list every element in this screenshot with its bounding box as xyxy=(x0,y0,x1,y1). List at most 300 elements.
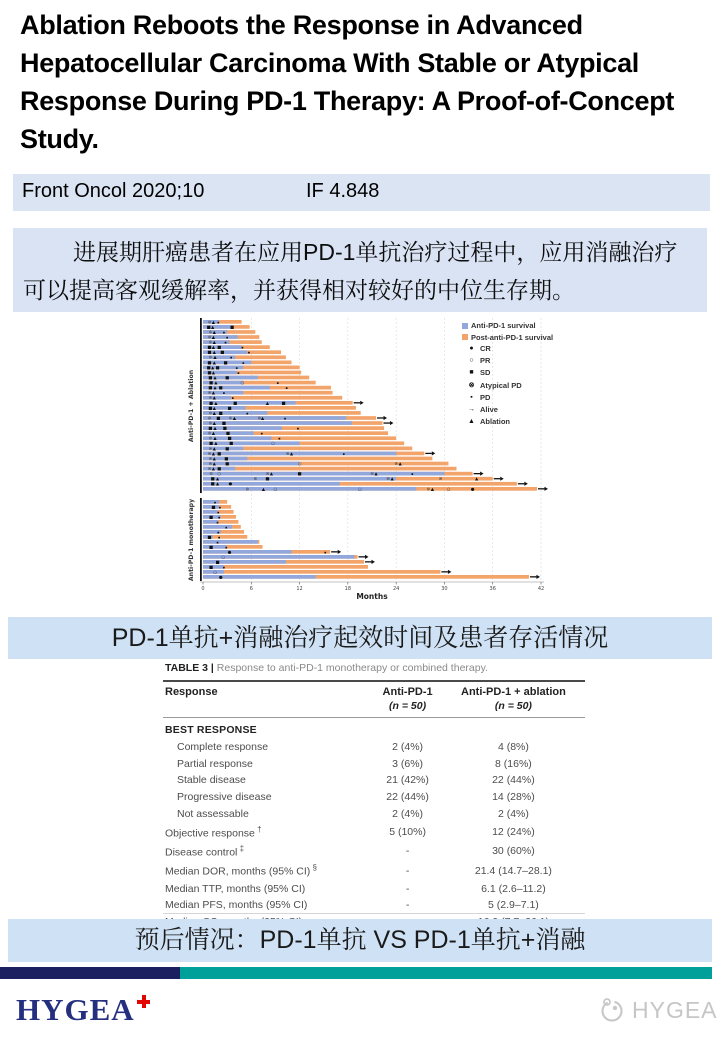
marker-pr-icon: ○ xyxy=(446,487,451,493)
red-cross-icon xyxy=(137,995,150,1008)
legend-label: Anti-PD-1 survival xyxy=(471,321,536,330)
table-col-header: Response xyxy=(163,681,373,718)
alive-arrow-head xyxy=(338,550,342,554)
marker-sd-icon: ■ xyxy=(218,386,223,392)
marker-sd-icon: ■ xyxy=(207,535,212,541)
legend-entry xyxy=(462,333,560,342)
marker-pd-icon: ▪ xyxy=(411,472,414,477)
x-tick-label: 24 xyxy=(392,586,400,592)
marker-sd-icon: ■ xyxy=(215,365,220,371)
group-label: Anti-PD-1 + Ablation xyxy=(188,369,195,443)
marker-sd-icon: ■ xyxy=(227,406,232,412)
table-row xyxy=(163,806,585,823)
marker-abl-icon: ▲ xyxy=(215,477,220,483)
alive-symbol-icon: → xyxy=(468,405,475,413)
marker-sd-icon: ■ xyxy=(281,401,286,407)
alive-arrow-head xyxy=(390,421,394,425)
marker-pd-icon: ▪ xyxy=(218,505,222,510)
summary-line: 进展期肝癌患者在应用PD-1单抗治疗过程中，应用消融治疗 xyxy=(73,239,678,265)
marker-sd-icon: ■ xyxy=(217,451,222,457)
marker-apd-icon: ⊗ xyxy=(208,421,213,427)
marker-abl-icon: ▲ xyxy=(211,391,216,397)
group-axis xyxy=(200,498,202,581)
row-value: - xyxy=(405,899,410,912)
row-label: Median DOR, months (95% CI) § xyxy=(165,863,317,878)
row-label: Partial response xyxy=(177,757,253,770)
legend-label: PR xyxy=(480,356,491,366)
marker-pd-icon: ▪ xyxy=(242,360,245,365)
marker-pr-icon: ○ xyxy=(240,381,245,387)
x-tick-label: 0 xyxy=(201,586,205,592)
marker-pr-icon: ○ xyxy=(358,487,362,493)
summary-line: 可以提高客观缓解率，并获得相对较好的中位生存期。 xyxy=(23,277,575,303)
watermark-text: HYGEA xyxy=(632,996,718,1023)
x-tick-label: 6 xyxy=(249,586,253,592)
marker-abl-icon: ▲ xyxy=(212,350,216,356)
marker-abl-icon: ▲ xyxy=(211,451,216,457)
table-col-header: Anti-PD-1 + ablation (n = 50) xyxy=(442,681,585,718)
marker-apd-icon: ⊗ xyxy=(208,340,213,346)
marker-abl-icon: ▲ xyxy=(212,421,216,427)
marker-sd-icon: ■ xyxy=(209,545,214,551)
marker-pd-icon: ▪ xyxy=(225,545,228,550)
row-label: Disease control ‡ xyxy=(165,843,245,859)
marker-abl-icon: ▲ xyxy=(289,451,294,457)
marker-sd-icon: ■ xyxy=(217,345,222,351)
apd-symbol-icon: ⊗ xyxy=(468,381,475,389)
marker-apd-icon: ⊗ xyxy=(208,396,213,402)
marker-pd-icon: ▪ xyxy=(285,386,288,391)
watermark-logo-icon xyxy=(598,996,626,1024)
marker-apd-icon: ⊗ xyxy=(208,436,213,442)
marker-abl-icon: ▲ xyxy=(211,431,216,437)
marker-abl-icon: ▲ xyxy=(213,386,217,392)
marker-cr-icon: ● xyxy=(470,487,475,493)
legend-label: PD xyxy=(480,392,491,402)
marker-abl-icon: ▲ xyxy=(211,365,215,371)
marker-apd-icon: ⊗ xyxy=(426,487,431,493)
marker-pd-icon: ▪ xyxy=(225,525,228,530)
row-label: BEST RESPONSE xyxy=(165,724,257,736)
table-row xyxy=(163,861,585,880)
table-caption-bar: 预后情况：PD-1单抗 VS PD-1单抗+消融 xyxy=(8,919,712,962)
marker-apd-icon: ⊗ xyxy=(253,477,258,483)
marker-sd-icon: ■ xyxy=(225,461,230,467)
marker-pd-icon: ▪ xyxy=(296,426,300,431)
anti-survival-bar xyxy=(203,545,226,549)
table-caption: Response to anti-PD-1 monotherapy or combined therapy. xyxy=(216,662,488,674)
anti-survival-bar xyxy=(203,500,219,504)
marker-sd-icon: ■ xyxy=(225,375,230,381)
marker-sd-icon: ■ xyxy=(209,441,214,447)
marker-apd-icon: ⊗ xyxy=(257,416,262,422)
alive-arrow-head xyxy=(524,482,528,486)
marker-pr-icon: ○ xyxy=(221,555,225,561)
marker-abl-icon: ▲ xyxy=(212,461,216,467)
legend-entry xyxy=(462,368,560,377)
legend-label: SD xyxy=(480,368,491,378)
marker-sd-icon: ■ xyxy=(208,426,213,432)
row-value: 2 (4%) xyxy=(497,807,529,820)
row-value: 30 (60%) xyxy=(492,845,535,858)
legend-entry xyxy=(462,381,560,390)
marker-abl-icon: ▲ xyxy=(269,472,274,478)
marker-sd-icon: ■ xyxy=(209,565,214,571)
marker-abl-icon: ▲ xyxy=(212,340,216,346)
marker-apd-icon: ⊗ xyxy=(208,461,213,467)
marker-abl-icon: ▲ xyxy=(212,446,216,452)
marker-sd-icon: ■ xyxy=(265,477,270,483)
marker-pd-icon: ▪ xyxy=(225,335,229,340)
marker-sd-icon: ■ xyxy=(222,426,227,432)
marker-sd-icon: ■ xyxy=(223,360,228,366)
marker-pr-icon: ○ xyxy=(217,472,221,478)
table-row xyxy=(163,718,585,739)
marker-pd-icon: ▪ xyxy=(222,565,226,570)
marker-apd-icon: ⊗ xyxy=(228,416,233,422)
alive-arrow-head xyxy=(448,570,452,574)
row-value: - xyxy=(405,845,410,858)
marker-abl-icon: ▲ xyxy=(261,487,266,493)
table-label: TABLE 3 | xyxy=(165,662,214,674)
alive-arrow-head xyxy=(365,555,369,559)
row-value: 6.1 (2.6–11.2) xyxy=(481,882,546,895)
title-line: Ablation Reboots the Response in Advanced xyxy=(20,10,583,40)
marker-pd-icon: ▪ xyxy=(235,365,238,370)
marker-cr-icon: ● xyxy=(228,482,233,488)
x-axis-label: Months xyxy=(356,592,388,601)
marker-pd-icon: ▪ xyxy=(324,550,327,555)
row-value: 22 (44%) xyxy=(386,791,429,804)
marker-sd-icon: ■ xyxy=(217,467,222,473)
row-label: Complete response xyxy=(177,740,269,753)
marker-abl-icon: ▲ xyxy=(213,426,217,432)
table-figure xyxy=(163,660,585,914)
marker-sd-icon: ■ xyxy=(229,325,235,331)
marker-sd-icon: ■ xyxy=(233,401,238,407)
anti-survival-bar xyxy=(203,396,231,400)
marker-pd-icon: ▪ xyxy=(222,330,226,335)
row-label: Median TTP, months (95% CI) xyxy=(165,882,306,895)
marker-apd-icon: ⊗ xyxy=(285,451,290,457)
marker-abl-icon: ▲ xyxy=(214,381,218,387)
marker-pd-icon: ▪ xyxy=(216,520,219,525)
alive-arrow-head xyxy=(432,451,436,455)
row-value: - xyxy=(405,864,410,877)
marker-sd-icon: ■ xyxy=(209,401,214,407)
marker-pd-icon: ▪ xyxy=(260,431,263,436)
table-col-header: Anti-PD-1 (n = 50) xyxy=(373,681,441,718)
marker-apd-icon: ⊗ xyxy=(209,472,213,478)
marker-abl-icon: ▲ xyxy=(374,472,378,478)
marker-sd-icon: ■ xyxy=(208,386,213,392)
legend-label: CR xyxy=(480,344,491,353)
marker-abl-icon: ▲ xyxy=(214,441,218,447)
hygea-logo xyxy=(16,992,150,1028)
marker-apd-icon: ⊗ xyxy=(207,416,212,422)
legend-entry xyxy=(462,356,560,365)
marker-cr-icon: ● xyxy=(227,550,232,556)
footer-stripe-navy xyxy=(0,967,180,979)
marker-sd-icon: ■ xyxy=(208,375,213,381)
marker-apd-icon: ⊗ xyxy=(208,411,213,417)
marker-abl-icon: ▲ xyxy=(211,467,216,473)
row-value: 22 (44%) xyxy=(492,774,535,787)
legend-label: Atypical PD xyxy=(480,380,522,390)
row-value: 21.4 (14.7–28.1) xyxy=(474,864,552,877)
marker-pd-icon: ▪ xyxy=(217,515,221,520)
post-survival-bar xyxy=(203,467,457,471)
marker-apd-icon: ⊗ xyxy=(438,477,443,483)
marker-sd-icon: ■ xyxy=(211,505,216,511)
marker-pd-icon: ▪ xyxy=(224,340,227,345)
journal-reference: Front Oncol 2020;10 xyxy=(22,180,205,202)
title-line: Study. xyxy=(20,124,99,154)
anti-survival-bar xyxy=(203,462,300,466)
anti-survival-bar xyxy=(203,555,354,559)
marker-abl-icon: ▲ xyxy=(213,436,217,442)
cr-symbol-icon: ● xyxy=(469,345,474,352)
marker-sd-icon: ■ xyxy=(225,446,230,452)
marker-sd-icon: ■ xyxy=(221,421,226,427)
row-value: 5 (2.9–7.1) xyxy=(488,899,539,912)
watermark xyxy=(598,996,718,1024)
hygea-logo-text: HYGEA xyxy=(16,992,135,1027)
marker-sd-icon: ■ xyxy=(229,441,234,447)
table-title xyxy=(165,662,585,674)
marker-abl-icon: ▲ xyxy=(390,477,394,483)
table-row xyxy=(163,822,585,841)
marker-apd-icon: ⊗ xyxy=(207,320,212,326)
marker-pd-icon: ▪ xyxy=(217,530,220,535)
alive-arrow-head xyxy=(360,401,364,405)
row-value xyxy=(442,718,585,739)
marker-abl-icon: ▲ xyxy=(260,416,265,422)
row-label: Objective response † xyxy=(165,824,262,840)
sd-symbol-icon: ■ xyxy=(469,369,474,377)
alive-arrow-head xyxy=(544,487,548,491)
marker-sd-icon: ■ xyxy=(218,411,223,417)
anti-survival-bar xyxy=(203,510,220,515)
marker-sd-icon: ■ xyxy=(297,472,302,478)
row-value: 8 (16%) xyxy=(495,757,532,770)
marker-abl-icon: ▲ xyxy=(398,461,402,467)
table-row xyxy=(163,772,585,789)
marker-apd-icon: ⊗ xyxy=(265,472,270,478)
row-value: 12 (24%) xyxy=(492,825,535,838)
marker-apd-icon: ⊗ xyxy=(207,335,212,341)
row-value: 2 (4%) xyxy=(392,807,424,820)
anti-survival-bar xyxy=(203,482,340,486)
marker-abl-icon: ▲ xyxy=(211,370,216,376)
marker-sd-icon: ■ xyxy=(225,431,230,437)
anti-survival-bar xyxy=(203,550,292,554)
marker-pr-icon: ○ xyxy=(297,461,302,467)
legend-entry xyxy=(462,417,560,426)
table-row xyxy=(163,897,585,914)
marker-pd-icon: ▪ xyxy=(216,540,219,545)
marker-abl-icon: ▲ xyxy=(212,406,216,412)
group-axis xyxy=(200,318,202,493)
post-survival-bar xyxy=(203,570,440,574)
marker-pd-icon: ▪ xyxy=(217,535,221,540)
marker-abl-icon: ▲ xyxy=(212,396,216,402)
marker-abl-icon: ▲ xyxy=(430,487,435,493)
footer-stripe-teal xyxy=(180,967,712,979)
marker-apd-icon: ⊗ xyxy=(208,330,213,336)
x-tick-label: 18 xyxy=(344,586,352,592)
marker-pd-icon: ▪ xyxy=(278,436,281,441)
row-value: 5 (10%) xyxy=(389,825,426,838)
post-survival-bar xyxy=(203,565,368,569)
x-tick-label: 36 xyxy=(489,586,496,592)
anti-survival-bar xyxy=(203,477,396,481)
marker-pr-icon: ○ xyxy=(273,487,278,493)
marker-sd-icon: ■ xyxy=(210,482,215,488)
marker-pd-icon: ▪ xyxy=(247,350,251,355)
legend-label: Post-anti-PD-1 survival xyxy=(471,332,554,342)
response-table xyxy=(163,680,585,930)
marker-sd-icon: ■ xyxy=(209,515,214,521)
x-tick-label: 12 xyxy=(296,586,303,592)
pr-symbol-icon: ○ xyxy=(469,357,474,365)
marker-abl-icon: ▲ xyxy=(212,360,216,366)
post-swatch-icon xyxy=(462,334,468,340)
anti-survival-bar xyxy=(203,416,346,420)
chart-legend xyxy=(462,321,560,429)
marker-apd-icon: ⊗ xyxy=(207,431,212,437)
legend-entry xyxy=(462,344,560,353)
alive-arrow-head xyxy=(480,472,484,476)
marker-apd-icon: ⊗ xyxy=(386,477,390,483)
legend-entry xyxy=(462,405,560,414)
marker-sd-icon: ■ xyxy=(215,560,220,566)
anti-survival-bar xyxy=(203,472,444,476)
anti-survival-bar xyxy=(203,525,232,529)
anti-swatch-icon xyxy=(462,323,468,329)
marker-apd-icon: ⊗ xyxy=(207,391,212,397)
marker-sd-icon: ■ xyxy=(207,345,212,351)
legend-entry xyxy=(462,393,560,402)
journal-reference-bar xyxy=(13,174,710,211)
marker-sd-icon: ■ xyxy=(210,477,215,483)
marker-abl-icon: ▲ xyxy=(213,375,217,381)
row-value: 21 (42%) xyxy=(386,774,429,787)
marker-pd-icon: ▪ xyxy=(222,391,226,396)
marker-pd-icon: ▪ xyxy=(231,396,234,401)
marker-abl-icon: ▲ xyxy=(211,335,216,341)
table-row xyxy=(163,880,585,897)
marker-abl-icon: ▲ xyxy=(232,416,237,422)
x-tick-label: 30 xyxy=(441,586,448,592)
marker-sd-icon: ■ xyxy=(207,370,212,376)
row-label: Stable disease xyxy=(177,774,246,787)
impact-factor: IF 4.848 xyxy=(306,180,380,202)
alive-arrow-head xyxy=(371,560,375,564)
anti-survival-bar xyxy=(203,540,258,544)
marker-pd-icon: ▪ xyxy=(213,500,217,505)
marker-apd-icon: ⊗ xyxy=(245,487,250,493)
marker-apd-icon: ⊗ xyxy=(208,446,213,452)
row-value: 3 (6%) xyxy=(392,757,424,770)
anti-survival-bar xyxy=(203,565,224,569)
marker-apd-icon: ⊗ xyxy=(370,472,374,478)
marker-abl-icon: ▲ xyxy=(215,482,220,488)
group-label: Anti-PD-1 monotherapy xyxy=(188,498,195,582)
marker-pd-icon: ▪ xyxy=(217,320,220,325)
marker-sd-icon: ■ xyxy=(220,350,225,356)
table-row xyxy=(163,755,585,772)
marker-abl-icon: ▲ xyxy=(212,456,216,462)
marker-pd-icon: ▪ xyxy=(342,451,345,456)
alive-arrow-head xyxy=(536,575,540,579)
marker-abl-icon: ▲ xyxy=(214,401,218,407)
legend-entry xyxy=(462,321,560,330)
title-line: Hepatocellular Carcinoma With Stable or Atypical xyxy=(20,48,640,78)
marker-sd-icon: ■ xyxy=(207,360,212,366)
table-row xyxy=(163,842,585,861)
marker-abl-icon: ▲ xyxy=(211,320,216,326)
marker-sd-icon: ■ xyxy=(227,436,232,442)
marker-sd-icon: ■ xyxy=(224,456,229,462)
swimmer-plot-figure xyxy=(186,315,560,613)
row-value: 2 (4%) xyxy=(392,740,424,753)
marker-abl-icon: ▲ xyxy=(474,477,479,483)
marker-abl-icon: ▲ xyxy=(211,345,216,351)
x-tick-label: 42 xyxy=(537,586,545,592)
marker-sd-icon: ■ xyxy=(208,406,213,412)
legend-label: Ablation xyxy=(480,417,510,427)
marker-sd-icon: ■ xyxy=(206,365,211,371)
legend-label: Alive xyxy=(480,404,498,414)
marker-sd-icon: ■ xyxy=(209,381,214,387)
marker-apd-icon: ⊗ xyxy=(208,355,213,361)
marker-abl-icon: ▲ xyxy=(212,411,216,417)
marker-pr-icon: ○ xyxy=(271,441,275,447)
marker-apd-icon: ⊗ xyxy=(207,451,212,457)
marker-pd-icon: ▪ xyxy=(283,416,287,421)
marker-apd-icon: ⊗ xyxy=(208,456,213,462)
page-title xyxy=(20,6,710,158)
marker-sd-icon: ■ xyxy=(216,416,221,422)
table-row xyxy=(163,738,585,755)
row-value: - xyxy=(405,882,410,895)
title-line: Response During PD-1 Therapy: A Proof-of-Concept xyxy=(20,86,675,116)
marker-pd-icon: ▪ xyxy=(230,355,233,360)
row-label: Progressive disease xyxy=(177,791,272,804)
marker-abl-icon: ▲ xyxy=(211,325,215,331)
marker-pd-icon: ▪ xyxy=(276,381,279,386)
marker-sd-icon: ■ xyxy=(207,350,212,356)
marker-apd-icon: ⊗ xyxy=(394,461,398,467)
abl-symbol-icon: ▲ xyxy=(468,418,475,426)
summary-box xyxy=(13,228,707,312)
alive-arrow-head xyxy=(384,416,388,420)
row-value: 14 (28%) xyxy=(492,791,535,804)
marker-cr-icon: ● xyxy=(218,575,223,581)
marker-pd-icon: ▪ xyxy=(237,370,240,375)
row-label: Median PFS, months (95% CI) xyxy=(165,899,308,912)
row-label: Not assessable xyxy=(177,807,249,820)
marker-pd-icon: ▪ xyxy=(246,411,249,416)
anti-survival-bar xyxy=(203,452,396,456)
marker-sd-icon: ■ xyxy=(206,325,211,331)
anti-survival-bar xyxy=(203,487,416,491)
table-row xyxy=(163,789,585,806)
marker-pd-icon: ▪ xyxy=(241,345,244,350)
row-value: 4 (8%) xyxy=(497,740,529,753)
pd-symbol-icon: ▪ xyxy=(470,393,473,401)
